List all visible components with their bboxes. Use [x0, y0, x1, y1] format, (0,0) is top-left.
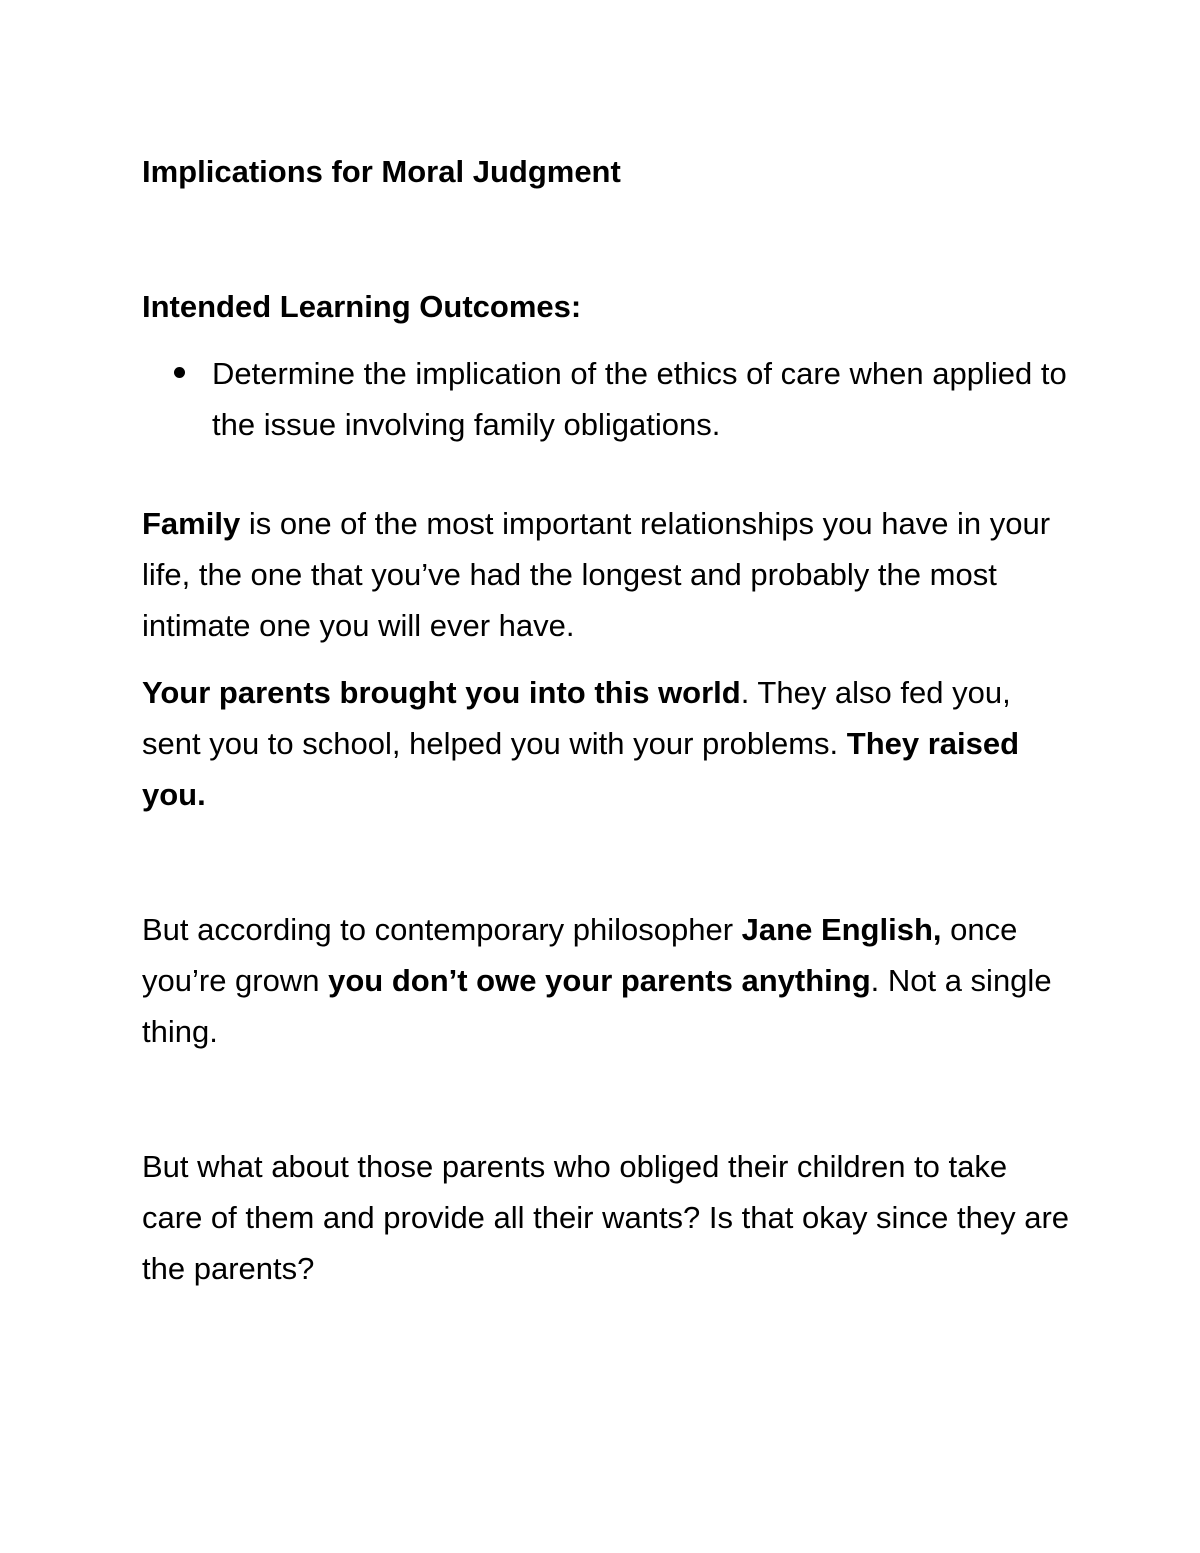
paragraph-question: But what about those parents who obliged their children to take care of them and provide all their wants? Is that okay since they are the parents?: [142, 1149, 1070, 1286]
document-content: [142, 146, 1072, 1294]
english-lead-text: But according to contemporary philosopher: [142, 912, 742, 947]
family-bold-lead: Family: [142, 506, 241, 541]
document-title: Implications for Moral Judgment: [142, 154, 621, 189]
family-text: is one of the most important relationships you have in your life, the one that you’ve had the longest and probably the most intimate one you will ever have.: [142, 506, 1051, 643]
english-bold-claim: you don’t owe your parents anything: [328, 963, 871, 998]
parents-bold-end: They raised you.: [142, 726, 1020, 812]
paragraph-parents: [142, 667, 1072, 820]
outcomes-list: [142, 348, 1072, 450]
bullet-icon: [174, 367, 185, 378]
paragraph-jane-english: [142, 904, 1072, 1057]
english-end-text: . Not a single thing.: [142, 963, 1052, 1049]
parents-bold-lead: Your parents brought you into this world: [142, 675, 741, 710]
english-middle-text: once you’re grown: [142, 912, 1018, 998]
paragraph-family: [142, 498, 1072, 651]
outcome-item: [142, 348, 1072, 450]
parents-text: . They also fed you, sent you to school, helped you with your problems.: [142, 675, 1011, 761]
english-bold-name: Jane English,: [741, 912, 942, 947]
outcomes-heading: Intended Learning Outcomes:: [142, 289, 582, 324]
outcome-text: Determine the implication of the ethics of care when applied to the issue involving family obligations.: [212, 356, 1067, 442]
